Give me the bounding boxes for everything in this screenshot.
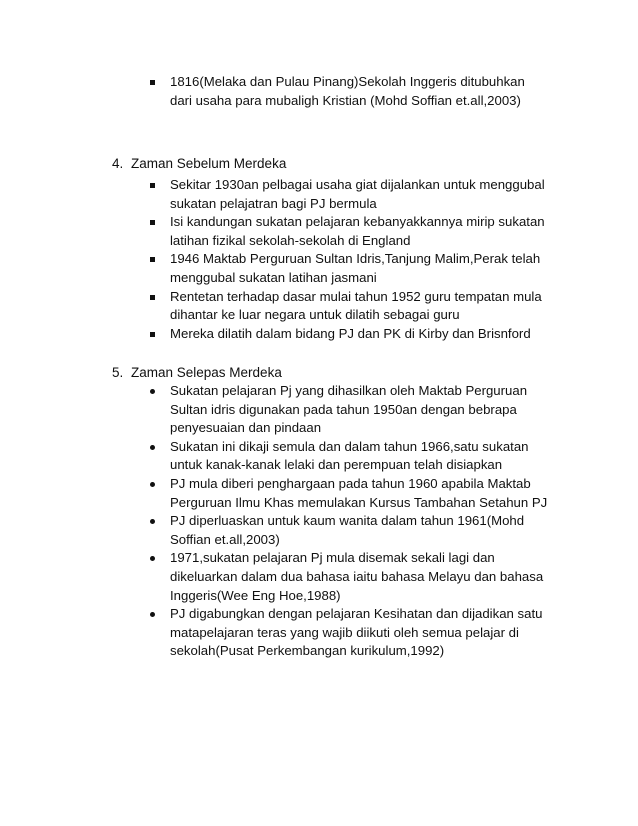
list-item-text: PJ digabungkan dengan pelajaran Kesihatan dan dijadikan satu matapelajaran teras yang wajib diikuti oleh semua pelajar di sekolah(Pusat Perkembangan kurikulum,1992): [170, 606, 543, 659]
list-item-text: Sukatan pelajaran Pj yang dihasilkan oleh Maktab Perguruan Sultan idris digunakan pada tahun 1950an dengan bebrapa penyesuaian dan pindaan: [170, 383, 528, 436]
round-bullet-icon: [150, 612, 155, 617]
list-item-text: 1816(Melaka dan Pulau Pinang)Sekolah Inggeris ditubuhkan dari usaha para mubaligh Kristian (Mohd Soffian et.all,2003): [170, 74, 525, 108]
list-item: [148, 438, 548, 475]
list-item-text: Isi kandungan sukatan pelajaran kebanyakkannya mirip sukatan latihan fizikal sekolah-sekolah di England: [170, 214, 545, 248]
list-item-text: Sukatan ini dikaji semula dan dalam tahun 1966,satu sukatan untuk kanak-kanak lelaki dan perempuan telah disiapkan: [170, 438, 529, 473]
list-item: [148, 73, 548, 110]
list-item-text: 1971,sukatan pelajaran Pj mula disemak sekali lagi dan dikeluarkan dalam dua bahasa iaitu bahasa Melayu dan bahasa Inggeris(Wee Eng Hoe,1988): [170, 550, 544, 603]
list-item: [148, 549, 548, 605]
section-number: 4.: [112, 156, 124, 171]
section-title: Zaman Sebelum Merdeka: [131, 156, 287, 171]
round-bullet-icon: [150, 389, 155, 394]
list-item-text: PJ mula diberi penghargaan pada tahun 1960 apabila Maktab Perguruan Ilmu Khas memulakan Kursus Tambahan Setahun PJ: [170, 475, 548, 510]
section-number: 5.: [112, 365, 124, 380]
list-item-text: 1946 Maktab Perguruan Sultan Idris,Tanjung Malim,Perak telah menggubal sukatan latihan jasmani: [170, 251, 541, 285]
list-item: [148, 250, 548, 287]
round-bullet-icon: [150, 519, 155, 524]
square-bullet-icon: [150, 183, 155, 188]
round-bullet-icon: [150, 445, 155, 450]
section-heading: [112, 155, 286, 173]
square-bullet-icon: [150, 332, 155, 337]
section-4-bullet-list: [148, 176, 548, 343]
round-bullet-icon: [150, 556, 155, 561]
list-item: [148, 213, 548, 250]
section-5-bullet-list: [148, 382, 548, 661]
list-item: [148, 325, 548, 344]
square-bullet-icon: [150, 257, 155, 262]
list-item: [148, 288, 548, 325]
list-item: [148, 475, 548, 512]
list-item-text: PJ diperluaskan untuk kaum wanita dalam tahun 1961(Mohd Soffian et.all,2003): [170, 513, 525, 547]
square-bullet-icon: [150, 80, 155, 85]
section-heading: [112, 364, 282, 382]
square-bullet-icon: [150, 295, 155, 300]
round-bullet-icon: [150, 482, 155, 487]
list-item-text: Sekitar 1930an pelbagai usaha giat dijalankan untuk menggubal sukatan pelajatran bagi PJ bermula: [170, 177, 545, 211]
intro-bullet-list: [148, 73, 548, 110]
list-item-text: Rentetan terhadap dasar mulai tahun 1952 guru tempatan mula dihantar ke luar negara untuk dilatih sebagai guru: [170, 288, 542, 323]
list-item: [148, 605, 548, 661]
square-bullet-icon: [150, 220, 155, 225]
list-item: [148, 382, 548, 438]
list-item: [148, 512, 548, 549]
list-item: [148, 176, 548, 213]
list-item-text: Mereka dilatih dalam bidang PJ dan PK di Kirby dan Brisnford: [170, 325, 531, 341]
section-title: Zaman Selepas Merdeka: [131, 365, 282, 380]
